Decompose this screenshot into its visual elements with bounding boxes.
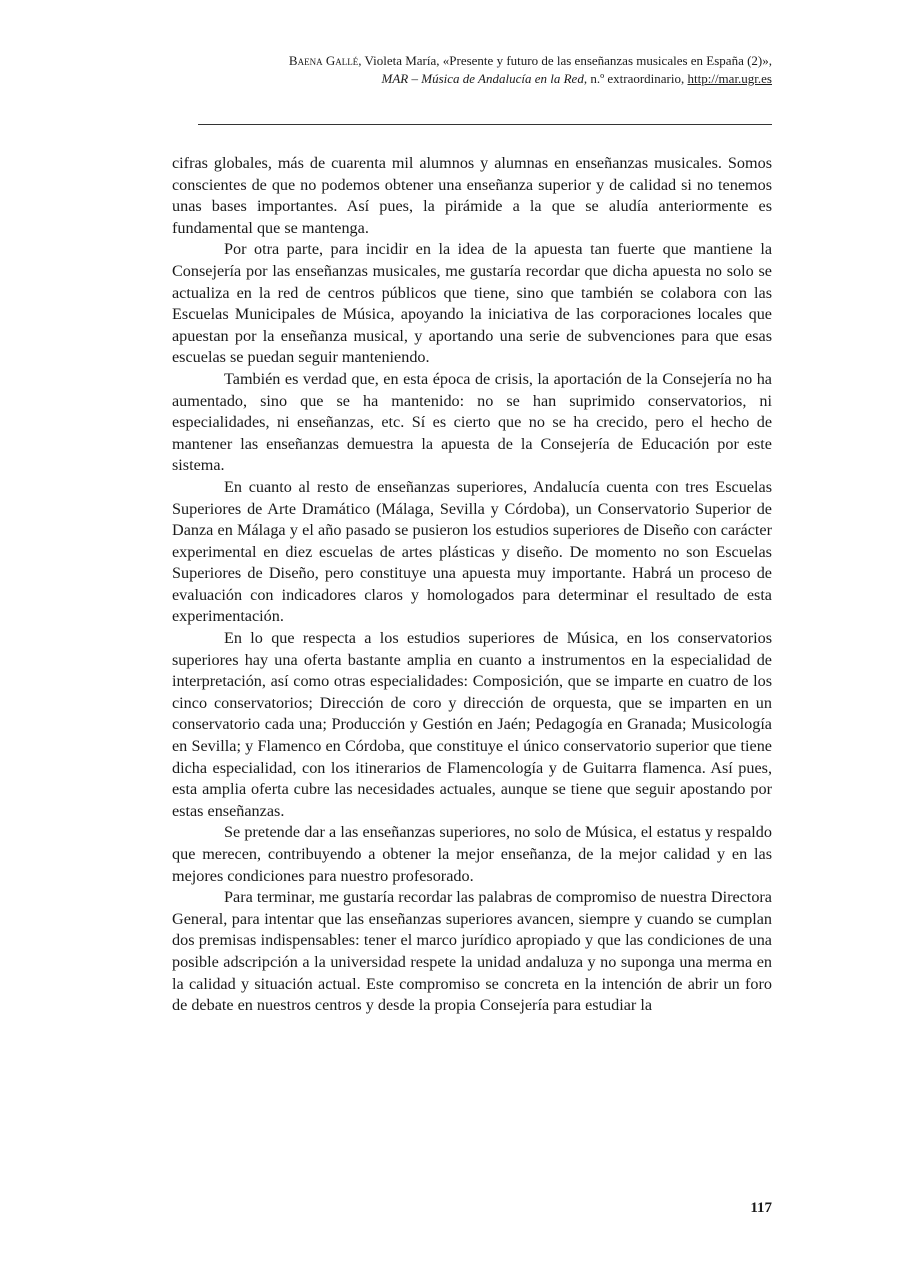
paragraph: También es verdad que, en esta época de crisis, la aportación de la Consejería no ha aumentado, sino que se ha mantenido: no se han suprimido conservatorios, ni especialidades, ni enseñanzas, etc. Sí es cierto que no se ha crecido, pero el hecho de mantener las enseñanzas demuestra la apuesta de la Consejería de Educación por este sistema. [172, 369, 772, 475]
paragraph-continuation: cifras globales, más de cuarenta mil alumnos y alumnas en enseñanzas musicales. Somos conscientes de que no podemos obtener una enseñanza superior y de calidad si no tenemos unas bases importantes. Así pues, la pirámide a la que se aludía anteriormente es fundamental que se mantenga. [172, 154, 772, 237]
paragraph: En cuanto al resto de enseñanzas superiores, Andalucía cuenta con tres Escuelas Superiores de Arte Dramático (Málaga, Sevilla y Córdoba), un Conservatorio Superior de Danza en Málaga y el año pasado se pusieron los estudios superiores de Diseño con carácter experimental en diez escuelas de artes plásticas y diseño. De momento no son Escuelas Superiores de Diseño, pero constituye una apuesta muy importante. Habrá un proceso de evaluación con indicadores claros y homologados para determinar el resultado de esta experimentación. [172, 477, 772, 626]
header-rule [198, 124, 772, 125]
author-and-title: , Violeta María, «Presente y futuro de las enseñanzas musicales en España (2)», [358, 53, 772, 68]
citation-line-2 [170, 70, 772, 88]
running-header [170, 52, 772, 88]
journal-name: MAR – Música de Andalucía en la Red [381, 71, 584, 86]
paragraph: Se pretende dar a las enseñanzas superiores, no solo de Música, el estatus y respaldo que merecen, contribuyendo a obtener la mejor enseñanza, de la mejor calidad y en las mejores condiciones para nuestro profesorado. [172, 823, 772, 885]
body-text [172, 153, 772, 1017]
journal-link[interactable]: http://mar.ugr.es [687, 71, 772, 86]
paragraph: Para terminar, me gustaría recordar las palabras de compromiso de nuestra Directora General, para intentar que las enseñanzas superiores avancen, siempre y cuando se cumplan dos premisas indispensables: tener el marco jurídico apropiado y que las condiciones de una posible adscripción a la universidad respete la unidad andaluza y no suponga una merma en la calidad y situación actual. Este compromiso se concreta en la intención de abrir un foro de debate en nuestros centros y desde la propia Consejería para estudiar la [172, 888, 772, 1015]
paragraph: En lo que respecta a los estudios superiores de Música, en los conservatorios superiores hay una oferta bastante amplia en cuanto a instrumentos en la especialidad de interpretación, así como otras especialidades: Composición, que se imparte en cuatro de los cinco conservatorios; Dirección de coro y dirección de orquesta, que se imparten en un conservatorio cada una; Producción y Gestión en Jaén; Pedagogía en Granada; Musicología en Sevilla; y Flamenco en Córdoba, que constituye el único conservatorio superior que tiene dicha especialidad, con los itinerarios de Flamencología y de Guitarra flamenca. Así pues, esta amplia oferta cubre las necesidades actuales, aunque se tiene que seguir apostando por estas enseñanzas. [172, 629, 772, 820]
author-surname: Baena Gallé [288, 53, 359, 68]
issue-info: , n.º extraordinario, [583, 71, 688, 86]
page-number: 117 [750, 1200, 772, 1216]
citation-line-1 [170, 52, 772, 70]
paragraph: Por otra parte, para incidir en la idea de la apuesta tan fuerte que mantiene la Consejería por las enseñanzas musicales, me gustaría recordar que dicha apuesta no solo se actualiza en la red de centros públicos que tiene, sino que también se colabora con las Escuelas Municipales de Música, apoyando la iniciativa de las corporaciones locales que apuestan por la enseñanza musical, y aportando una serie de subvenciones para que esas escuelas se puedan seguir manteniendo. [172, 240, 772, 367]
